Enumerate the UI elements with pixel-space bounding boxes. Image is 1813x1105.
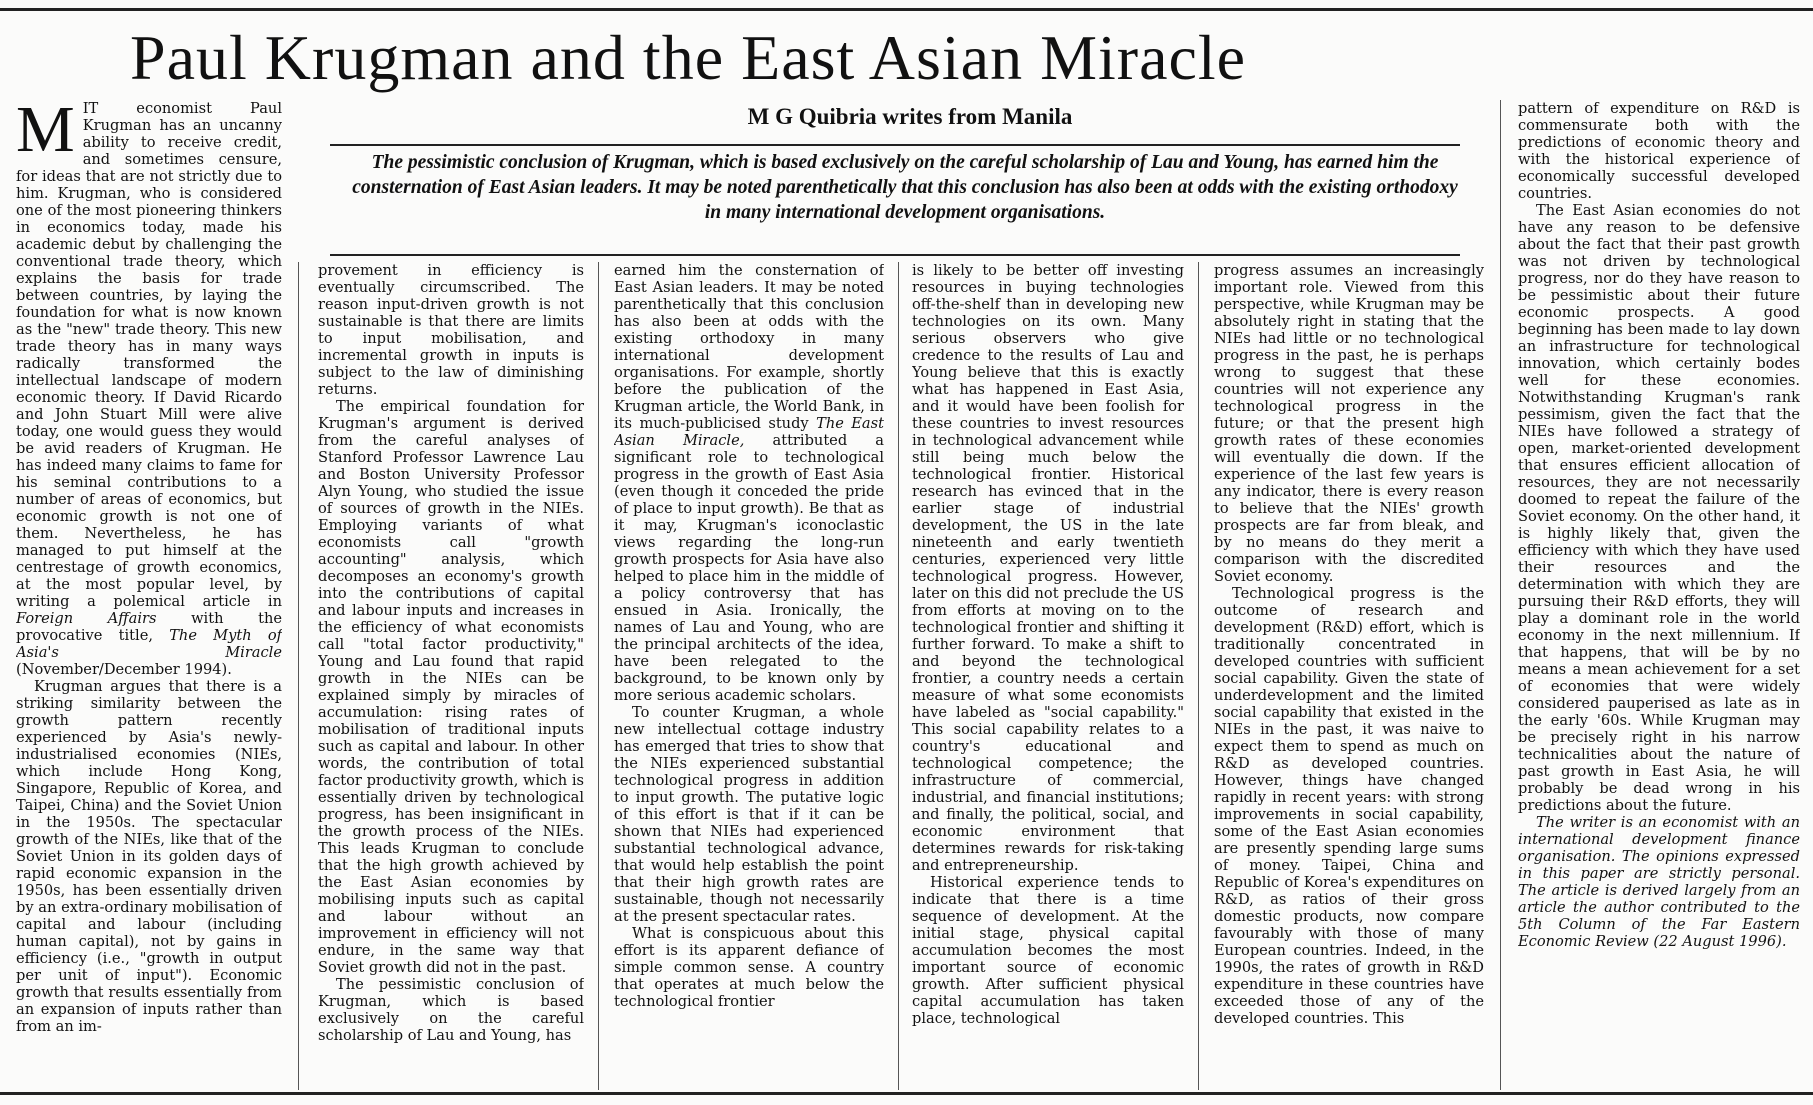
article-column-3 xyxy=(614,262,884,1090)
column-separator xyxy=(298,262,299,1090)
article-column-5 xyxy=(1214,262,1484,1090)
paragraph: Historical experience tends to indicate that there is a time sequence of development. At the initial stage, physical capital accumulation becomes the most important source of economic growth. After sufficient physical capital accumulation has taken place, technological xyxy=(912,874,1184,1027)
article-column-1 xyxy=(16,100,282,1090)
article-column-2 xyxy=(318,262,584,1090)
paragraph: pattern of expenditure on R&D is commensurate both with the predictions of economic theory and with the historical experience of economically successful developed countries. xyxy=(1518,100,1800,202)
paragraph: The empirical foundation for Krugman's argument is derived from the careful analyses of Stanford Professor Lawrence Lau and Boston University Professor Alyn Young, who studied the issue of sources of growth in the NIEs. Employing variants of what economists call "growth accounting" analysis, which decomposes an economy's growth into the contributions of capital and labour inputs and increases in the efficiency of what economists call "total factor productivity," Young and Lau found that rapid growth in the NIEs can be explained simply by miracles of accumulation: rising rates of mobilisation of traditional inputs such as capital and labour. In other words, the contribution of total factor productivity growth, which is essentially driven by technological progress, has been insignificant in the growth process of the NIEs. This leads Krugman to conclude that the high growth achieved by the East Asian economies by mobilising inputs such as capital and labour without an improvement in efficiency will not endure, in the same way that Soviet growth did not in the past. xyxy=(318,398,584,976)
deck-top-rule xyxy=(330,144,1460,146)
drop-cap: M xyxy=(16,100,75,166)
paragraph: earned him the consternation of East Asian leaders. It may be noted parenthetically that this conclusion has also been at odds with the existing orthodoxy in many international development organisations. For example, shortly before the publication of the Krugman article, the World Bank, in its much-publicised study The East Asian Miracle, attributed a significant role to technological progress in the growth of East Asia (even though it conceded the pride of place to input growth). Be that as it may, Krugman's iconoclastic views regarding the long-run growth prospects for Asia have also helped to place him in the middle of a policy controversy that has ensued in Asia. Ironically, the names of Lau and Young, who are the principal architects of the idea, have been relegated to the background, to be known only by more serious academic scholars. xyxy=(614,262,884,704)
top-rule xyxy=(0,8,1813,11)
paragraph: MIT economist Paul Krugman has an uncanny ability to receive credit, and sometimes censure, for ideas that are not strictly due to him. Krugman, who is considered one of the most pioneering thinkers in economics today, made his academic debut by challenging the conventional trade theory, which explains the basis for trade between countries, by laying the foundation for what is now known as the "new" trade theory. This new trade theory has in many ways radically transformed the intellectual landscape of modern economic theory. If David Ricardo and John Stuart Mill were alive today, one would guess they would be avid readers of Krugman. He has indeed many claims to fame for his seminal contributions to a number of areas of economics, but economic growth is not one of them. Nevertheless, he has managed to put himself at the centrestage of growth economics, at the most popular level, by writing a polemical article in Foreign Affairs with the provocative title, The Myth of Asia's Miracle (November/December 1994). xyxy=(16,100,282,678)
deck-bottom-rule xyxy=(330,254,1460,256)
column-separator xyxy=(1500,100,1501,1090)
paragraph: The East Asian economies do not have any reason to be defensive about the fact that their past growth was not driven by technological progress, nor do they have reason to be pessimistic about their future economic prospects. A good beginning has been made to lay down an infrastructure for technological innovation, which certainly bodes well for these economies. Notwithstanding Krugman's rank pessimism, given the fact that the NIEs have followed a strategy of open, market-oriented development that ensures efficient allocation of resources, they are not necessarily doomed to repeat the failure of the Soviet economy. On the other hand, it is highly likely that, given the efficiency with which they have used their resources and the determination with which they are pursuing their R&D efforts, they will play a dominant role in the world economy in the next millennium. If that happens, that will be by no means a mean achievement for a set of economies that were widely considered pauperised as late as in the early '60s. While Krugman may be precisely right in his narrow technicalities about the nature of past growth in East Asia, he will probably be dead wrong in his predictions about the future. xyxy=(1518,202,1800,814)
column-separator xyxy=(1198,262,1199,1090)
paragraph: is likely to be better off investing resources in buying technologies off-the-shelf than in developing new technologies on its own. Many serious observers who give credence to the results of Lau and Young believe that this is exactly what has happened in East Asia, and it would have been foolish for these countries to invest resources in technological advancement while still being much below the technological frontier. Historical research has evinced that in the earlier stage of industrial development, the US in the late nineteenth and early twentieth centuries, experienced very little technological progress. However, later on this did not preclude the US from efforts at moving on to the technological frontier and shifting it further forward. To make a shift to and beyond the technological frontier, a country needs a certain measure of what some economists have labeled as "social capability." This social capability relates to a country's educational and technological competence; the infrastructure of commercial, industrial, and financial institutions; and finally, the political, social, and economic environment that determines rewards for risk-taking and entrepreneurship. xyxy=(912,262,1184,874)
paragraph: To counter Krugman, a whole new intellectual cottage industry has emerged that tries to show that the NIEs experienced substantial technological progress in addition to input growth. The putative logic of this effort is that if it can be shown that NIEs had experienced substantial technological advance, that would help establish the point that their high growth rates are sustainable, though not necessarily at the present spectacular rates. xyxy=(614,704,884,925)
article-column-4 xyxy=(912,262,1184,1090)
paragraph: Krugman argues that there is a striking similarity between the growth pattern recently experienced by Asia's newly-industrialised economies (NIEs, which include Hong Kong, Singapore, Republic of Korea, and Taipei, China) and the Soviet Union in the 1950s. The spectacular growth of the NIEs, like that of the Soviet Union in its golden days of rapid economic expansion in the 1950s, has been essentially driven by an extra-ordinary mobilisation of capital and labour (including human capital), not by gains in efficiency (i.e., "growth in output per unit of input"). Economic growth that results essentially from an expansion of inputs rather than from an im- xyxy=(16,678,282,1035)
paragraph: What is conspicuous about this effort is its apparent defiance of simple common sense. A country that operates at much below the technological frontier xyxy=(614,925,884,1010)
paragraph: Technological progress is the outcome of research and development (R&D) effort, which is traditionally concentrated in developed countries with sufficient social capability. Given the state of underdevelopment and the limited social capability that existed in the NIEs in the past, it was naive to expect them to spend as much on R&D as developed countries. However, things have changed rapidly in recent years: with strong improvements in social capability, some of the East Asian economies are presently spending large sums of money. Taipei, China and Republic of Korea's expenditures on R&D, as ratios of their gross domestic products, now compare favourably with those of many European countries. Indeed, in the 1990s, the rates of growth in R&D expenditure in these countries have exceeded those of any of the developed countries. This xyxy=(1214,585,1484,1027)
bottom-rule xyxy=(0,1092,1813,1095)
author-note: The writer is an economist with an international development finance organisation. The opinions expressed in this paper are strictly personal. The article is derived largely from an article the author contributed to the 5th Column of the Far Eastern Economic Review (22 August 1996). xyxy=(1518,814,1800,950)
paragraph: progress assumes an increasingly important role. Viewed from this perspective, while Krugman may be absolutely right in stating that the NIEs had little or no technological progress in the past, he is perhaps wrong to suggest that these countries will not experience any technological progress in the future; or that the present high growth rates of these economies will eventually die down. If the experience of the last few years is any indicator, there is every reason to believe that the NIEs' growth prospects are far from bleak, and by no means do they merit a comparison with the discredited Soviet economy. xyxy=(1214,262,1484,585)
column-separator xyxy=(598,262,599,1090)
column-separator xyxy=(898,262,899,1090)
paragraph: The pessimistic conclusion of Krugman, which is based exclusively on the careful scholarship of Lau and Young, has xyxy=(318,976,584,1044)
byline: M G Quibria writes from Manila xyxy=(747,104,1073,129)
paragraph: provement in efficiency is eventually circumscribed. The reason input-driven growth is not sustainable is that there are limits to input mobilisation, and incremental growth in inputs is subject to the law of diminishing returns. xyxy=(318,262,584,398)
article-column-6 xyxy=(1518,100,1800,1090)
deck: The pessimistic conclusion of Krugman, which is based exclusively on the careful scholarship of Lau and Young, has earned him the consternation of East Asian leaders. It may be noted parenthetically that this conclusion has also been at odds with the existing orthodoxy in many international development organisations. xyxy=(352,152,1458,223)
headline: Paul Krugman and the East Asian Miracle xyxy=(130,22,1247,93)
